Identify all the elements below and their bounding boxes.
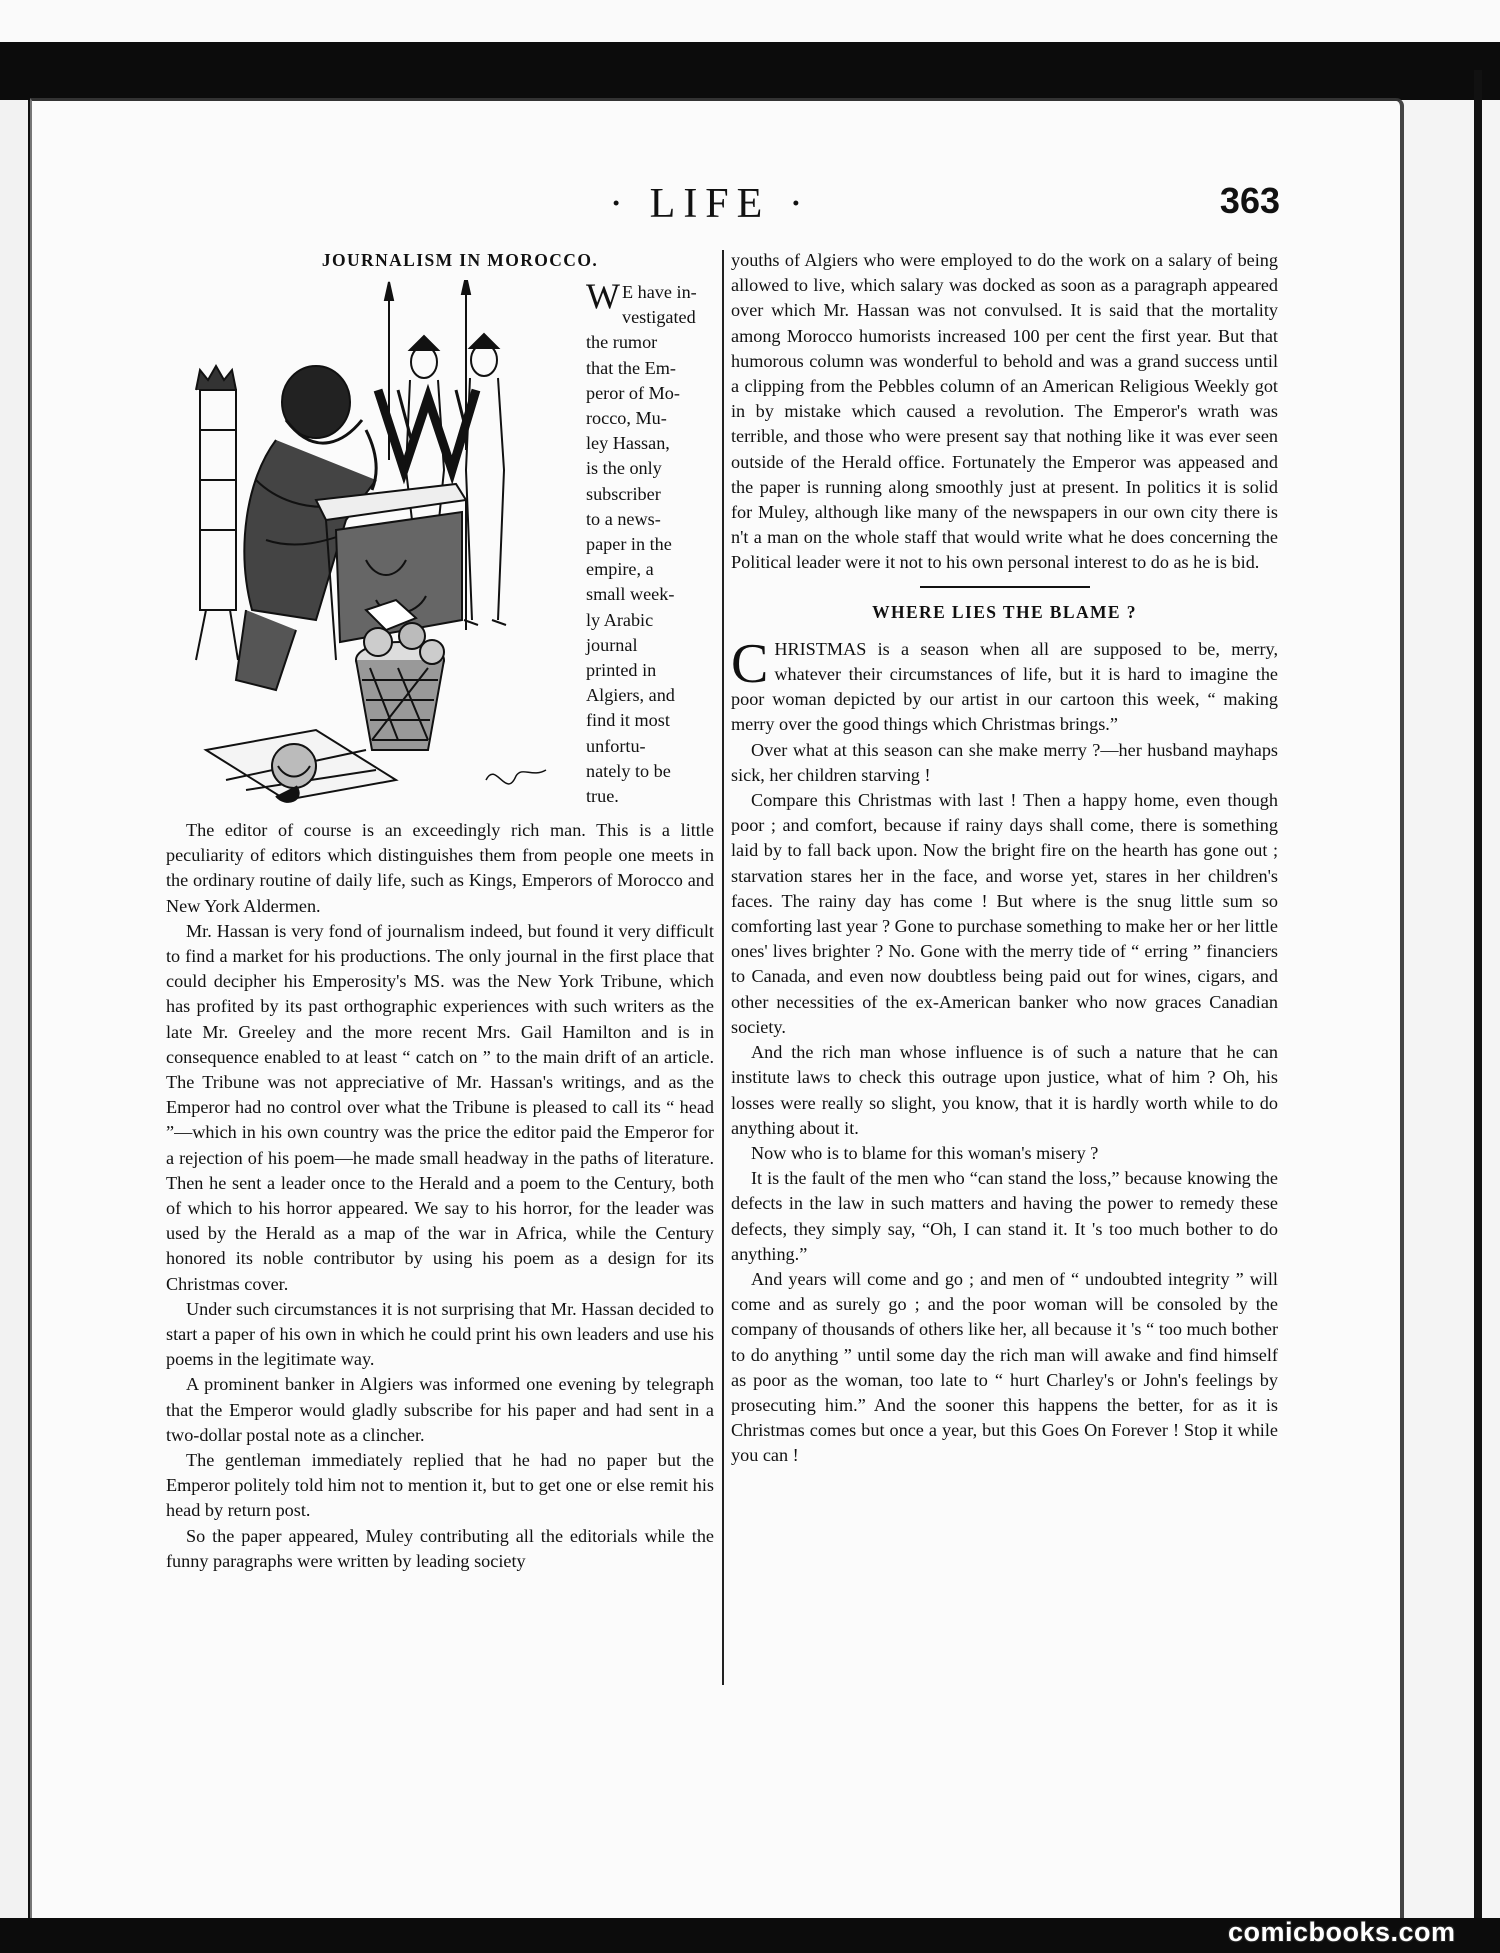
article-paragraph-continuation: youths of Algiers who were employed to do the work on a salary of being allowed to live, which salary was docked as soon as a paragraph appeared over which Mr. Hassan was not convulsed. It is said that the mortality among Morocco humorists increased 100 per cent the first year. But that humorous column was wonderful to behold and was a grand success until a clipping from the Pebbles column of an American Religious Weekly got in by mistake which caused a revolution. The Emperor's wrath was terrible, and those who were present say that nothing like it was ever seen outside of the Herald office. Fortunately the Emperor was appeased and the paper is running along smoothly just at present. In politics it is solid for Muley, although like many of the newspapers in our own city there is n't a man on the whole staff that would write what he does concerning the Political leader were it not to his own personal interest to do as he is bid. — [731, 250, 1278, 573]
intro-line: ley Hassan, — [586, 433, 670, 454]
intro-line: unfortu- — [586, 735, 646, 756]
intro-line: W E have in- — [586, 276, 697, 316]
dropcap-w: W — [586, 276, 620, 316]
intro-line: vestigated — [621, 307, 696, 328]
article-paragraph: Over what at this season can she make merry ?—her husband mayhaps sick, her children starving ! — [731, 739, 1278, 785]
intro-line: paper in the — [586, 534, 672, 555]
intro-line: rocco, Mu- — [586, 408, 667, 429]
scan-top-margin — [0, 0, 1500, 42]
article-heading-journalism: JOURNALISM IN MOROCCO. — [321, 250, 599, 270]
dropcap-c: C — [731, 632, 769, 695]
column-divider — [722, 250, 724, 1685]
scan-right-margin — [1400, 100, 1500, 1918]
right-column — [731, 248, 1278, 1469]
article-paragraph: It is the fault of the men who “can stand the loss,” because knowing the defects in the law in such matters and having the power to remedy these defects, they simply say, “Oh, I can stand it. It 's too much bother to do anything.” — [731, 1168, 1278, 1264]
intro-line: journal — [586, 634, 638, 655]
watermark: comicbooks.com — [1228, 1917, 1456, 1947]
scan-right-edge — [1474, 70, 1482, 1930]
intro-line: peror of Mo- — [586, 382, 680, 403]
article-paragraph: Compare this Christmas with last ! Then a happy home, even though poor ; and comfort, because if rainy days shall come, there is something laid by to fall back upon. Now the bright fire on the hearth has gone out ; starvation stares her in the face, and worse yet, stares in her children's faces. The rainy day has come ! But where is the snug little sum so comforting last year ? Gone to purchase something to make her or her little ones' lives brighter ? No. Gone with the merry tide of “ erring ” financiers to Canada, and even now doubtless being paid out for wines, cigars, and other necessities of the ex-American banker who now graces Canadian society. — [731, 790, 1278, 1037]
scan-left-margin — [0, 100, 31, 1953]
intro-line: nately to be — [586, 760, 671, 781]
article-heading-blame: WHERE LIES THE BLAME ? — [872, 601, 1137, 622]
illustration-emperor-at-desk — [166, 280, 580, 818]
intro-line: true. — [586, 786, 619, 807]
article-paragraph: The gentleman immediately replied that he had no paper but the Emperor politely told him not to mention it, but to get one or else remit his head by return post. — [166, 1450, 714, 1521]
scan-top-shadow — [0, 42, 1500, 100]
article-paragraph: A prominent banker in Algiers was informed one evening by telegraph that the Emperor would gladly subscribe for his paper and had sent in a two-dollar postal note as a clincher. — [166, 1374, 714, 1445]
article-paragraph-continued: So the paper appeared, Muley contributing all the editorials while the funny paragraphs were written by leading society — [166, 1525, 714, 1571]
intro-line: to a news- — [586, 508, 661, 529]
intro-line: that the Em- — [586, 357, 676, 378]
page-title: · LIFE · — [609, 181, 811, 227]
article-paragraph: Mr. Hassan is very fond of journalism indeed, but found it very difficult to find a market for his productions. The only journal in the first place that could decipher his Emperosity's MS. was the New York Tribune, which has profited by its past orthographic experiences with such writers as the late Mr. Greeley and the more recent Mrs. Gail Hamilton and is in consequence enabled to at least “ catch on ” to the main drift of an article. The Tribune was not appreciative of Mr. Hassan's writings, and as the Emperor had no control over what the Tribune is pleased to call its “ head ”—which in his own country was the price the editor paid the Emperor for a rejection of his poem—he made small headway in the paths of literature. Then he sent a leader once to the Herald and a poem to the Century, both of which to his horror appeared. We say to his horror, for the leader was used by the Herald as a map of the war in Africa, while the Century honored its noble contributor by using his poem as a design for its Christmas cover. — [166, 920, 714, 1294]
intro-line: is the only — [586, 458, 662, 479]
intro-line: empire, a — [586, 559, 654, 580]
article-paragraph: And years will come and go ; and men of “ undoubted integrity ” will come and as surely go ; and the poor woman will be consoled by the company of thousands of others like her, all because it 's “ too much bother to do anything ” until some day the rich man will awake and find himself as poor as the woman, too late to “ hurt Charley's or John's feelings by prosecuting him.” And the sooner this happens the better, for as it is Christmas comes but once a year, but this Goes On Forever ! Stop it while you can ! — [731, 1268, 1278, 1466]
intro-line: subscriber — [586, 483, 661, 504]
intro-line: find it most — [586, 710, 670, 731]
section-divider — [920, 586, 1090, 588]
article-paragraph: And the rich man whose influence is of such a nature that he can institute laws to check this outrage upon justice, what of him ? Oh, his losses were really so slight, you know, that it is hardly worth while to do anything about it. — [731, 1042, 1278, 1138]
page-number: 363 — [1219, 180, 1280, 221]
article-paragraph: CHRISTMAS is a season when all are supposed to be, merry, whatever their circumstances of life, but it is hard to imagine the poor woman depicted by our artist in our cartoon this week, “ making merry over the good things which Christmas brings.” — [731, 632, 1278, 735]
emperor-cartoon-drawing — [166, 280, 580, 818]
left-column — [166, 248, 714, 1574]
article-paragraph: Now who is to blame for this woman's misery ? — [751, 1142, 1099, 1163]
intro-line: ly Arabic — [586, 609, 654, 630]
intro-line: small week- — [586, 584, 675, 605]
article-paragraph: Under such circumstances it is not surprising that Mr. Hassan decided to start a paper of his own in which he could print his own leaders and use his poems in the legitimate way. — [166, 1298, 714, 1370]
intro-line: printed in — [586, 660, 657, 681]
article-paragraph: The editor of course is an exceedingly rich man. This is a little peculiarity of editors which distinguishes them from people one meets in the ordinary routine of daily life, such as Kings, Emperors of Morocco and New York Aldermen. — [166, 820, 714, 916]
intro-line: Algiers, and — [586, 685, 675, 706]
intro-line: the rumor — [586, 332, 658, 353]
